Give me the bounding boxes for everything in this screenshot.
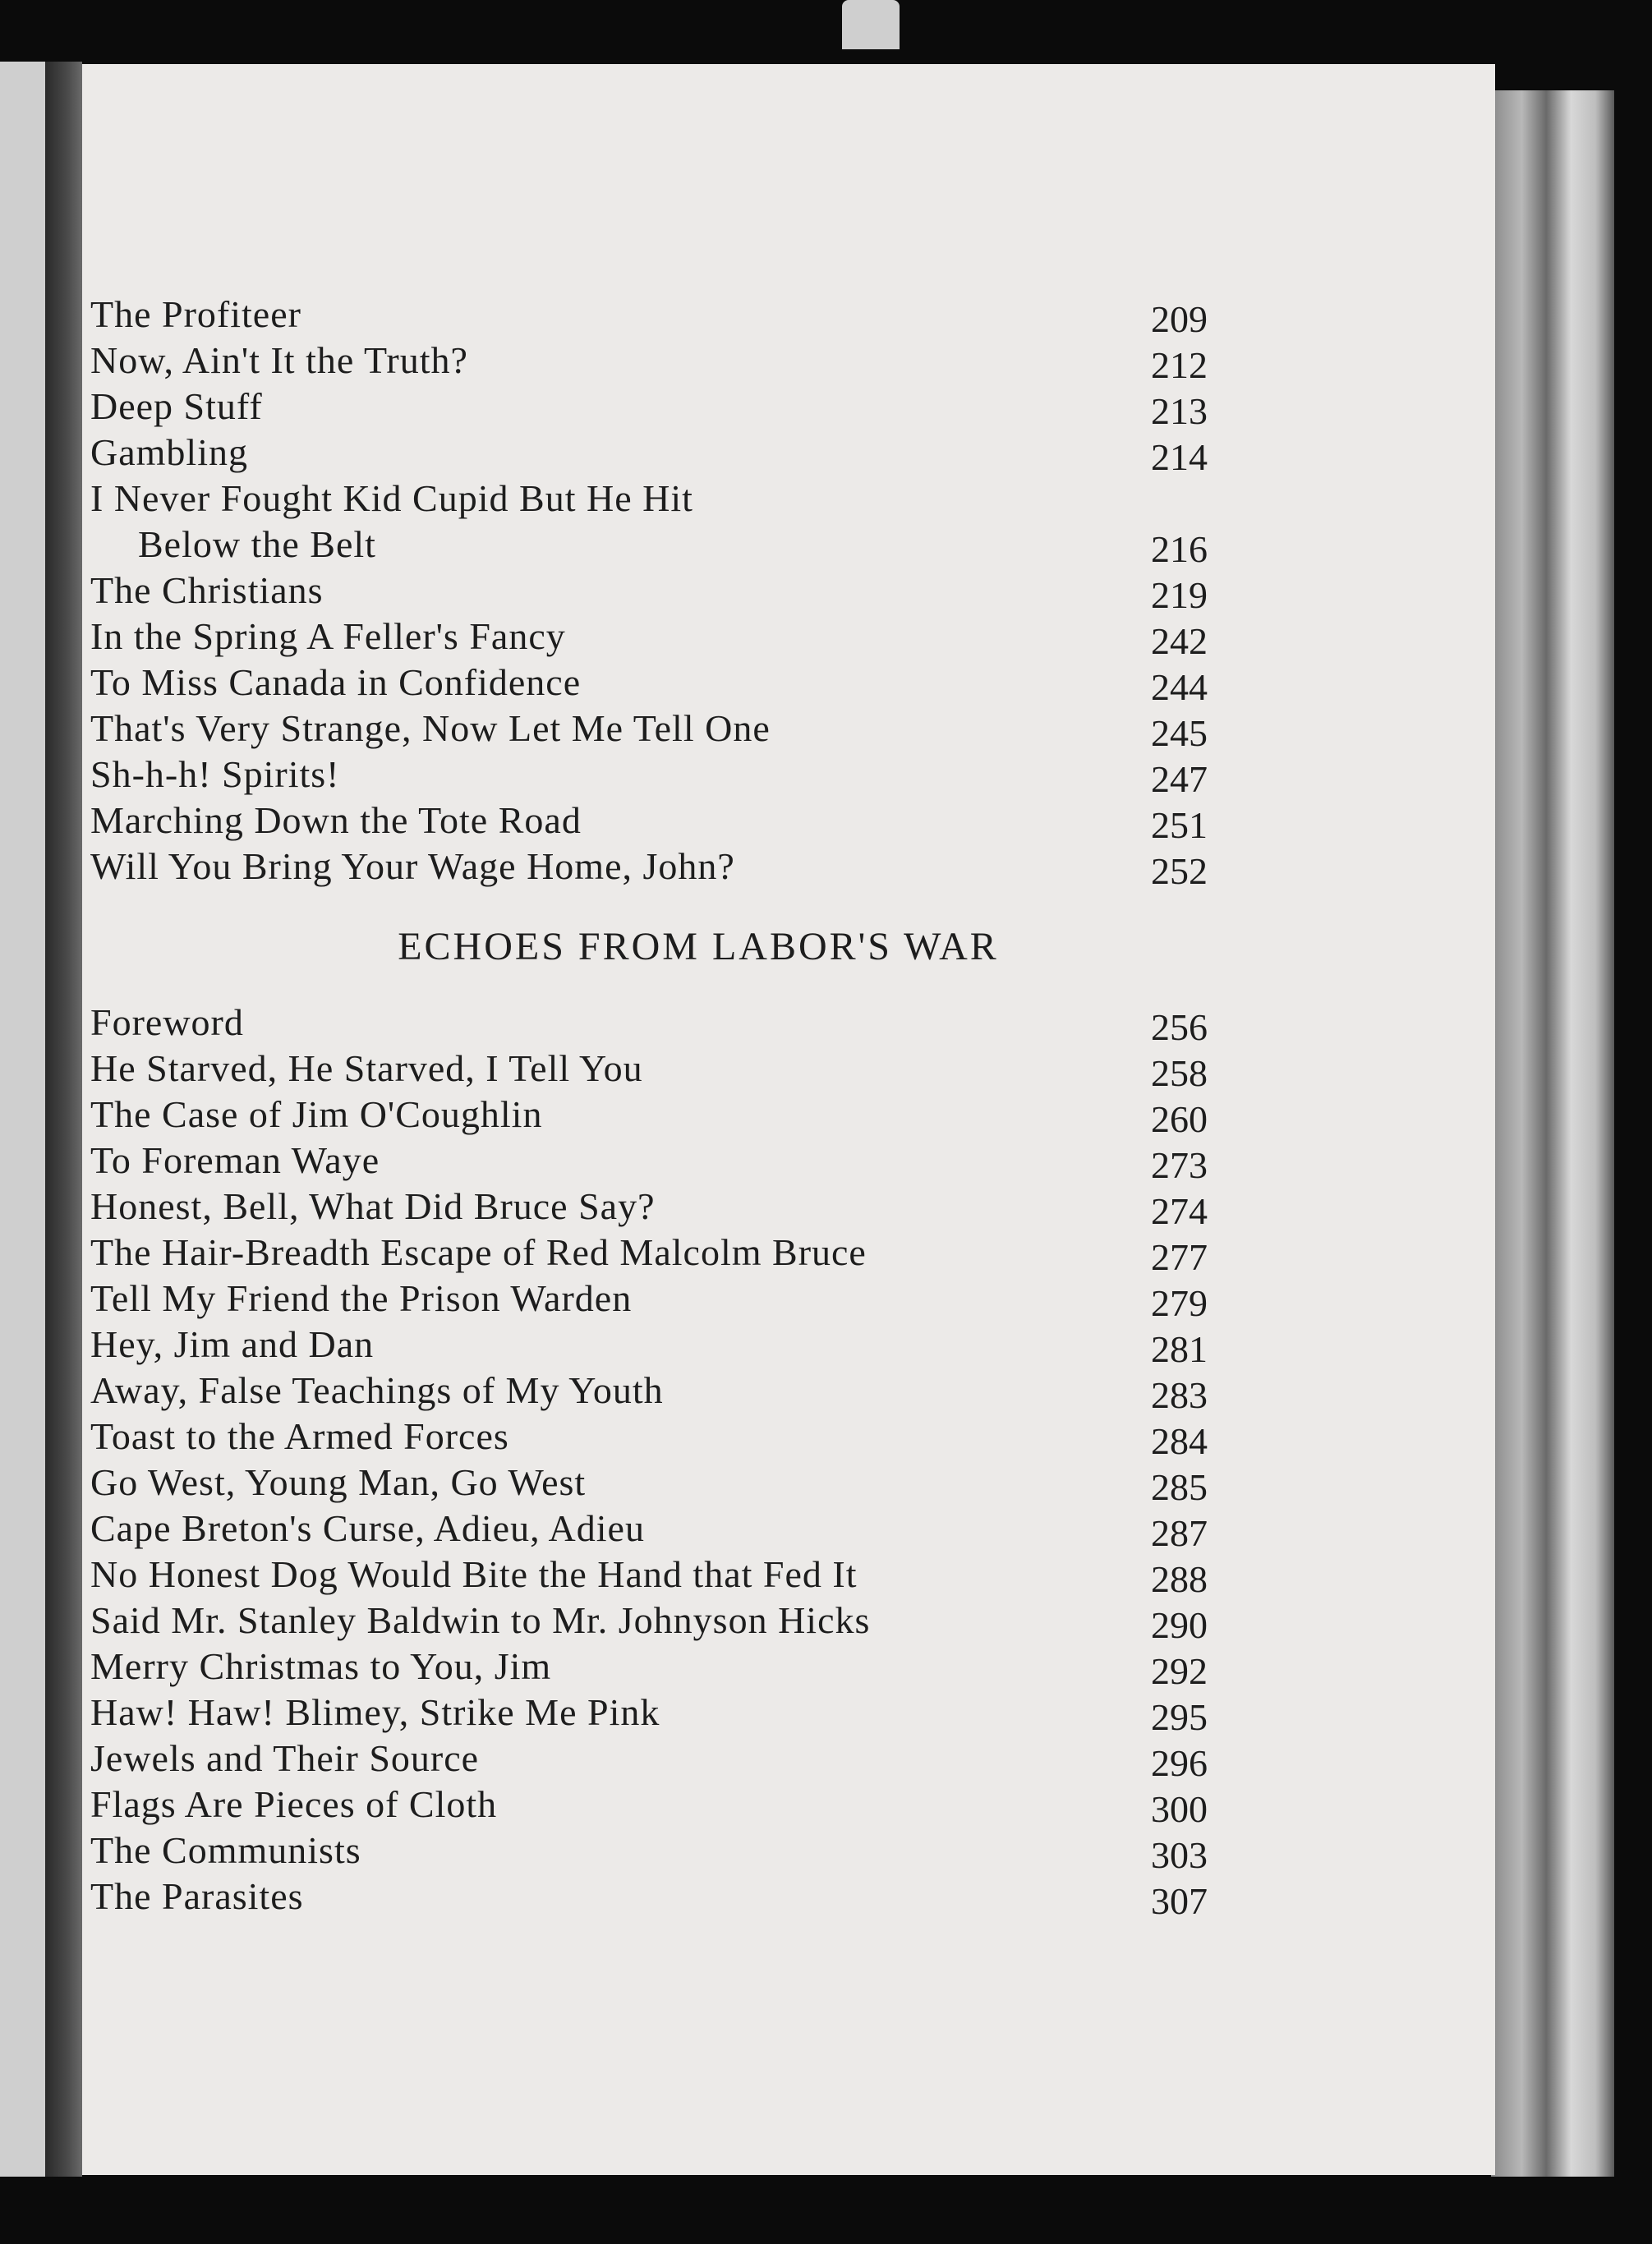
toc-entry-title: Toast to the Armed Forces [90, 1415, 509, 1457]
toc-entry-title: Tell My Friend the Prison Warden [90, 1277, 633, 1319]
toc-entry-page: 283 [1151, 1374, 1208, 1416]
toc-entry [90, 706, 1208, 752]
toc-entry [90, 1874, 1208, 1920]
toc-entry [90, 798, 1208, 844]
toc-entry-page: 216 [1151, 528, 1208, 570]
toc-entry-page: 287 [1151, 1512, 1208, 1554]
toc-entry-page: 277 [1151, 1236, 1208, 1278]
toc-entry-title: Now, Ain't It the Truth? [90, 339, 468, 381]
toc-entry-page: 285 [1151, 1466, 1208, 1508]
toc-entry [90, 1828, 1208, 1874]
toc-entry-title: I Never Fought Kid Cupid But He Hit [90, 477, 693, 519]
toc-entry-title: The Profiteer [90, 293, 301, 335]
toc-entry [90, 1046, 1208, 1092]
toc-entry-title: Merry Christmas to You, Jim [90, 1645, 552, 1687]
toc-entry [90, 1644, 1208, 1690]
toc-entry-page: 219 [1151, 574, 1208, 616]
toc-entry-page: 290 [1151, 1604, 1208, 1646]
toc-entry-title: Honest, Bell, What Did Bruce Say? [90, 1185, 656, 1227]
toc-entry [90, 1276, 1208, 1322]
toc-entry [90, 1368, 1208, 1414]
toc-entry [90, 614, 1208, 660]
toc-entry-title: Hey, Jim and Dan [90, 1323, 375, 1365]
toc-entry-title: Haw! Haw! Blimey, Strike Me Pink [90, 1691, 660, 1733]
toc-entry-title: Jewels and Their Source [90, 1737, 480, 1779]
toc-entry-page: 292 [1151, 1650, 1208, 1692]
toc-entry-page: 242 [1151, 620, 1208, 662]
toc-entry [90, 1414, 1208, 1460]
toc-entry-title: He Starved, He Starved, I Tell You [90, 1047, 643, 1089]
toc-entry-page: 258 [1151, 1052, 1208, 1094]
toc-entry-title: No Honest Dog Would Bite the Hand that Fed It [90, 1553, 858, 1595]
toc-entry-title: The Case of Jim O'Coughlin [90, 1093, 543, 1135]
toc-entry-title: The Communists [90, 1829, 361, 1871]
toc-entry-title: The Hair-Breadth Escape of Red Malcolm Bruce [90, 1231, 867, 1273]
facing-page-edge [0, 62, 45, 2177]
toc-entry-page: 273 [1151, 1144, 1208, 1186]
toc-entry-title: The Parasites [90, 1875, 304, 1917]
toc-entry-page: 300 [1151, 1788, 1208, 1830]
toc-entry-page: 260 [1151, 1098, 1208, 1140]
toc-entry-title: Said Mr. Stanley Baldwin to Mr. Johnyson Hicks [90, 1599, 871, 1641]
toc-entry [90, 1690, 1208, 1736]
toc-entry-page: 303 [1151, 1834, 1208, 1876]
toc-entry [90, 1506, 1208, 1552]
scan-clip [842, 0, 900, 49]
toc-entry-page: 307 [1151, 1880, 1208, 1922]
toc-entry-page: 209 [1151, 298, 1208, 340]
toc-entry-page: 295 [1151, 1696, 1208, 1738]
toc-entry-title: To Miss Canada in Confidence [90, 661, 582, 703]
toc-entry-title: Foreword [90, 1001, 244, 1043]
toc-entry-title: In the Spring A Feller's Fancy [90, 615, 566, 657]
toc-entry-title: Sh-h-h! Spirits! [90, 753, 340, 795]
toc-entry [90, 1138, 1208, 1184]
toc-entry-page: 281 [1151, 1328, 1208, 1370]
toc-entry [90, 1184, 1208, 1230]
toc-entry [90, 384, 1208, 430]
toc-entry-title: Flags Are Pieces of Cloth [90, 1783, 498, 1825]
toc-entry [90, 1552, 1208, 1598]
toc-entry [90, 844, 1208, 890]
toc-entry-title: The Christians [90, 569, 324, 611]
toc-entry [90, 752, 1208, 798]
toc-entry-page: 288 [1151, 1558, 1208, 1600]
toc-entry-title: Away, False Teachings of My Youth [90, 1369, 664, 1411]
toc-entry-page: 213 [1151, 390, 1208, 432]
toc-entry-title: Go West, Young Man, Go West [90, 1461, 587, 1503]
toc-entry-page: 212 [1151, 344, 1208, 386]
book-gutter [45, 62, 82, 2177]
table-of-contents [90, 292, 1208, 1920]
toc-entry-title: Cape Breton's Curse, Adieu, Adieu [90, 1507, 645, 1549]
toc-entry [90, 338, 1208, 384]
toc-entry [90, 1000, 1208, 1046]
toc-entry-page: 256 [1151, 1006, 1208, 1048]
toc-entry-title-continued: Below the Belt [138, 523, 376, 565]
toc-entry-page: 296 [1151, 1742, 1208, 1784]
toc-entry [90, 1736, 1208, 1782]
page-edges [1491, 90, 1614, 2177]
toc-entry-page: 274 [1151, 1190, 1208, 1232]
toc-entry-page: 252 [1151, 850, 1208, 892]
toc-entry-page: 244 [1151, 666, 1208, 708]
toc-entry-page: 284 [1151, 1420, 1208, 1462]
toc-entry-title: To Foreman Waye [90, 1139, 380, 1181]
toc-entry [90, 1598, 1208, 1644]
toc-entry [90, 568, 1208, 614]
toc-entry [90, 660, 1208, 706]
toc-entry [90, 430, 1208, 476]
toc-entry-page: 247 [1151, 758, 1208, 800]
toc-entry [90, 1782, 1208, 1828]
toc-entry-title: Marching Down the Tote Road [90, 799, 582, 841]
toc-entry-title: Gambling [90, 431, 248, 473]
toc-entry [90, 1460, 1208, 1506]
toc-entry [90, 1092, 1208, 1138]
toc-entry-page: 245 [1151, 712, 1208, 754]
section-heading: ECHOES FROM LABOR'S WAR [398, 925, 999, 968]
toc-entry [90, 476, 1208, 568]
toc-entry-page: 251 [1151, 804, 1208, 846]
toc-entry-title: That's Very Strange, Now Let Me Tell One [90, 707, 771, 749]
toc-entry-page: 214 [1151, 436, 1208, 478]
toc-entry-page: 279 [1151, 1282, 1208, 1324]
toc-entry-title: Will You Bring Your Wage Home, John? [90, 845, 735, 887]
toc-entry [90, 292, 1208, 338]
toc-entry [90, 1230, 1208, 1276]
toc-entry [90, 1322, 1208, 1368]
toc-entry-title: Deep Stuff [90, 385, 263, 427]
